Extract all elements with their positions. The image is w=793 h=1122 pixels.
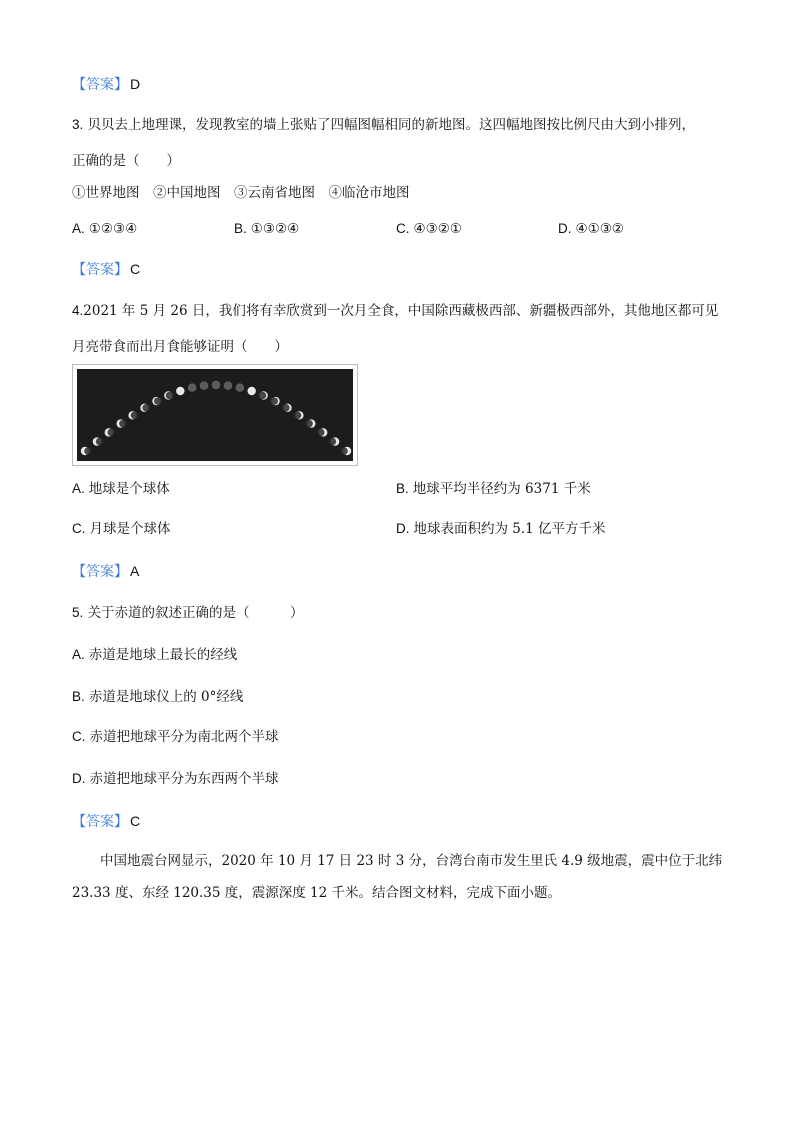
option-c[interactable] [396, 220, 462, 238]
question-3-line-2: 正确的是（ ） [72, 153, 180, 169]
option-letter: C. [72, 521, 86, 536]
option-b[interactable] [234, 220, 299, 238]
answer-label: 【答案】 [72, 261, 128, 277]
moon-shadow-mark [317, 429, 325, 437]
option-a[interactable] [72, 220, 137, 238]
moon-shadow-mark [224, 382, 232, 390]
option-letter: C. [72, 729, 86, 744]
question-text: 贝贝去上地理课，发现教室的墙上张贴了四幅图幅相同的新地图。这四幅地图按比例尺由大到小排列， [87, 117, 696, 133]
answer-value: C [130, 261, 141, 277]
option-letter: A. [72, 481, 85, 496]
option-text: ④①③② [575, 221, 624, 237]
question-number: 5. [72, 605, 84, 620]
lunar-eclipse-photo [72, 364, 358, 466]
option-text: ④③②① [413, 221, 462, 237]
option-a[interactable] [72, 480, 170, 498]
option-text: 地球是个球体 [88, 481, 170, 497]
option-text: 地球平均半径约为 6371 千米 [412, 481, 591, 497]
moon-shadow-mark [131, 412, 139, 420]
option-text: ①②③④ [88, 221, 138, 237]
option-text: 赤道把地球平分为东西两个半球 [89, 771, 279, 787]
question-4-line-1 [72, 302, 718, 320]
answer-label: 【答案】 [72, 563, 128, 579]
moon-shadow-mark [212, 381, 220, 389]
answer-line [72, 75, 140, 93]
map-list-text: ①世界地图 ②中国地图 ③云南省地图 ④临沧市地图 [72, 185, 410, 201]
answer-line [72, 260, 140, 278]
lunar-eclipse-sequence-icon [73, 365, 357, 465]
option-letter: A. [72, 647, 85, 662]
option-letter: B. [234, 221, 247, 236]
moon-shadow-mark [201, 382, 209, 390]
option-b[interactable] [72, 688, 243, 706]
moon-shadow-mark [270, 397, 278, 405]
answer-value: D [130, 76, 141, 92]
option-letter: D. [72, 771, 86, 786]
option-d[interactable] [72, 770, 279, 788]
answer-label: 【答案】 [72, 76, 128, 92]
option-c[interactable] [72, 520, 171, 538]
option-text: 赤道把地球平分为南北两个半球 [89, 729, 279, 745]
option-letter: B. [72, 689, 85, 704]
moon-shadow-mark [236, 384, 244, 392]
option-d[interactable] [396, 520, 606, 538]
option-letter: A. [72, 221, 85, 236]
option-text: 赤道是地球上最长的经线 [88, 647, 238, 663]
question-number: 4. [72, 303, 84, 318]
moon-shadow-mark [259, 392, 267, 400]
moon-shadow-mark [305, 420, 313, 428]
answer-line [72, 562, 139, 580]
moon-shadow-mark [329, 438, 337, 446]
option-d[interactable] [558, 220, 624, 238]
moon-shadow-mark [189, 384, 197, 392]
question-5-line-1 [72, 604, 304, 622]
answer-label: 【答案】 [72, 813, 128, 829]
question-text: 2021 年 5 月 26 日，我们将有幸欣赏到一次月全食，中国除西藏极西部、新疆极西部外，其他地区都可见 [83, 303, 719, 319]
option-text: ①③②④ [250, 221, 300, 237]
moon-shadow-mark [154, 397, 162, 405]
question-text: 关于赤道的叙述正确的是（ ） [87, 605, 304, 621]
option-letter: C. [396, 221, 410, 236]
moon-shadow-mark [294, 412, 302, 420]
option-letter: D. [396, 521, 410, 536]
answer-line [72, 812, 140, 830]
question-4-line-2: 月亮带食而出月食能够证明（ ） [72, 339, 288, 355]
material-line-1: 中国地震台网显示，2020 年 10 月 17 日 23 时 3 分，台湾台南市发生里氏 4.9 级地震，震中位于北纬 [100, 853, 723, 869]
option-b[interactable] [396, 480, 591, 498]
question-number: 3. [72, 117, 84, 132]
moon-shadow-mark [142, 404, 150, 412]
question-3-line-1 [72, 116, 695, 134]
option-text: 月球是个球体 [89, 521, 171, 537]
moon-shadow-mark [96, 438, 104, 446]
option-c[interactable] [72, 728, 279, 746]
moon-shadow-mark [84, 447, 92, 455]
moon-shadow-mark [108, 429, 116, 437]
option-a[interactable] [72, 646, 237, 664]
option-letter: D. [558, 221, 572, 236]
material-line-2: 23.33 度、东经 120.35 度，震源深度 12 千米。结合图文材料，完成下面小题。 [72, 885, 562, 901]
moon-shadow-mark [282, 404, 290, 412]
moon-shadow-mark [119, 420, 127, 428]
moon-shadow-mark [166, 392, 174, 400]
moon-shadow-mark [340, 447, 348, 455]
answer-value: A [130, 563, 140, 579]
answer-value: C [130, 813, 141, 829]
option-letter: B. [396, 481, 409, 496]
option-text: 赤道是地球仪上的 0°经线 [88, 689, 244, 705]
option-text: 地球表面积约为 5.1 亿平方千米 [413, 521, 606, 537]
